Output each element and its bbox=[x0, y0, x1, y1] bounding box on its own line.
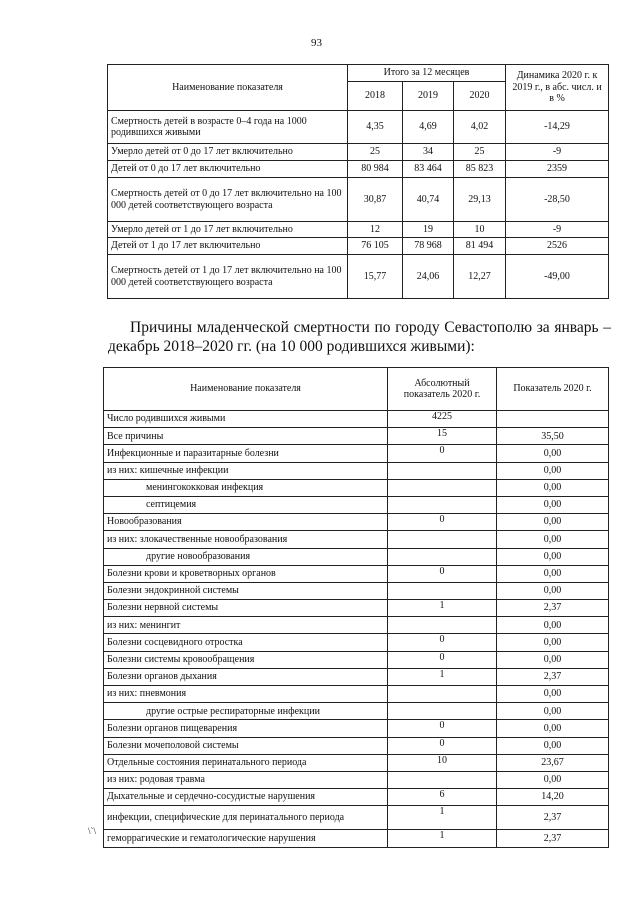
cause-name: Болезни органов пищеварения bbox=[104, 720, 388, 737]
table-row bbox=[104, 737, 609, 754]
value-2018: 76 105 bbox=[348, 238, 403, 255]
table-row bbox=[104, 531, 609, 548]
cause-name: септицемия bbox=[104, 496, 388, 513]
absolute-value: 1 bbox=[388, 806, 497, 830]
column-header-name: Наименование показателя bbox=[104, 368, 388, 411]
cause-name: из них: кишечные инфекции bbox=[104, 462, 388, 479]
absolute-value bbox=[388, 531, 497, 548]
column-header-dynamics: Динамика 2020 г. к 2019 г., в абс. числ. и в % bbox=[506, 65, 609, 111]
table-row bbox=[104, 496, 609, 513]
cause-name: Новообразования bbox=[104, 514, 388, 531]
value-2019: 83 464 bbox=[403, 161, 454, 178]
table-row bbox=[104, 479, 609, 496]
absolute-value bbox=[388, 582, 497, 599]
rate-value: 0,00 bbox=[497, 634, 609, 651]
indicator-name: Смертность детей от 1 до 17 лет включительно на 100 000 детей соответствующего возраста bbox=[108, 255, 348, 299]
cause-name: менингококковая инфекция bbox=[104, 479, 388, 496]
rate-value: 2,37 bbox=[497, 830, 609, 847]
column-header-2018: 2018 bbox=[348, 82, 403, 111]
absolute-value: 4225 bbox=[388, 411, 497, 428]
margin-mark: \`\ bbox=[88, 826, 96, 836]
rate-value: 0,00 bbox=[497, 531, 609, 548]
indicator-name: Детей от 0 до 17 лет включительно bbox=[108, 161, 348, 178]
table-row bbox=[104, 686, 609, 703]
rate-value: 0,00 bbox=[497, 514, 609, 531]
indicator-name: Умерло детей от 0 до 17 лет включительно bbox=[108, 144, 348, 161]
rate-value: 2,37 bbox=[497, 668, 609, 685]
value-2019: 40,74 bbox=[403, 178, 454, 222]
cause-name: Все причины bbox=[104, 428, 388, 445]
cause-name: из них: родовая травма bbox=[104, 771, 388, 788]
value-2020: 12,27 bbox=[454, 255, 506, 299]
value-dynamics: -49,00 bbox=[506, 255, 609, 299]
absolute-value: 6 bbox=[388, 789, 497, 806]
table-row bbox=[104, 445, 609, 462]
value-2018: 25 bbox=[348, 144, 403, 161]
cause-name: геморрагические и гематологические нарушения bbox=[104, 830, 388, 847]
cause-name: Болезни системы кровообращения bbox=[104, 651, 388, 668]
rate-value: 0,00 bbox=[497, 771, 609, 788]
value-2020: 29,13 bbox=[454, 178, 506, 222]
rate-value: 0,00 bbox=[497, 462, 609, 479]
value-2020: 81 494 bbox=[454, 238, 506, 255]
column-header-rate: Показатель 2020 г. bbox=[497, 368, 609, 411]
value-2018: 30,87 bbox=[348, 178, 403, 222]
absolute-value: 0 bbox=[388, 720, 497, 737]
rate-value: 2,37 bbox=[497, 600, 609, 617]
absolute-value bbox=[388, 686, 497, 703]
cause-name: Число родившихся живыми bbox=[104, 411, 388, 428]
table-row bbox=[104, 771, 609, 788]
rate-value: 0,00 bbox=[497, 496, 609, 513]
cause-name: Болезни крови и кроветворных органов bbox=[104, 565, 388, 582]
cause-name: из них: менингит bbox=[104, 617, 388, 634]
table-row bbox=[104, 651, 609, 668]
absolute-value bbox=[388, 703, 497, 720]
cause-name: из них: злокачественные новообразования bbox=[104, 531, 388, 548]
absolute-value bbox=[388, 617, 497, 634]
rate-value: 0,00 bbox=[497, 445, 609, 462]
table-row bbox=[108, 144, 609, 161]
table-row bbox=[108, 178, 609, 222]
rate-value: 14,20 bbox=[497, 789, 609, 806]
rate-value: 0,00 bbox=[497, 703, 609, 720]
absolute-value: 15 bbox=[388, 428, 497, 445]
absolute-value bbox=[388, 479, 497, 496]
table-row bbox=[108, 161, 609, 178]
value-2020: 10 bbox=[454, 222, 506, 238]
table-row bbox=[108, 255, 609, 299]
column-header-2020: 2020 bbox=[454, 82, 506, 111]
table-row bbox=[108, 238, 609, 255]
table-row bbox=[104, 754, 609, 771]
absolute-value: 1 bbox=[388, 668, 497, 685]
cause-name: инфекции, специфические для перинатального периода bbox=[104, 806, 388, 830]
value-dynamics: -9 bbox=[506, 144, 609, 161]
indicator-name: Смертность детей от 0 до 17 лет включительно на 100 000 детей соответствующего возраста bbox=[108, 178, 348, 222]
cause-name: Дыхательные и сердечно-сосудистые нарушения bbox=[104, 789, 388, 806]
value-2018: 12 bbox=[348, 222, 403, 238]
column-header-2019: 2019 bbox=[403, 82, 454, 111]
cause-name: другие новообразования bbox=[104, 548, 388, 565]
value-2019: 19 bbox=[403, 222, 454, 238]
absolute-value: 0 bbox=[388, 565, 497, 582]
table-row bbox=[104, 617, 609, 634]
absolute-value bbox=[388, 462, 497, 479]
value-2018: 80 984 bbox=[348, 161, 403, 178]
absolute-value: 0 bbox=[388, 737, 497, 754]
table-row bbox=[104, 703, 609, 720]
cause-name: из них: пневмония bbox=[104, 686, 388, 703]
table-row bbox=[104, 830, 609, 847]
cause-name: Болезни эндокринной системы bbox=[104, 582, 388, 599]
rate-value: 0,00 bbox=[497, 565, 609, 582]
table-row bbox=[104, 720, 609, 737]
rate-value: 0,00 bbox=[497, 548, 609, 565]
table-row bbox=[104, 548, 609, 565]
value-dynamics: 2526 bbox=[506, 238, 609, 255]
column-header-group: Итого за 12 месяцев bbox=[348, 65, 506, 82]
table-row bbox=[104, 789, 609, 806]
rate-value: 0,00 bbox=[497, 479, 609, 496]
table-row bbox=[104, 462, 609, 479]
column-header-name: Наименование показателя bbox=[108, 65, 348, 111]
absolute-value: 0 bbox=[388, 634, 497, 651]
absolute-value: 1 bbox=[388, 600, 497, 617]
rate-value: 0,00 bbox=[497, 651, 609, 668]
indicator-name: Умерло детей от 1 до 17 лет включительно bbox=[108, 222, 348, 238]
indicator-name: Смертность детей в возрасте 0–4 года на 1000 родившихся живыми bbox=[108, 111, 348, 144]
table-row bbox=[104, 565, 609, 582]
value-2019: 4,69 bbox=[403, 111, 454, 144]
rate-value: 0,00 bbox=[497, 582, 609, 599]
cause-name: Болезни нервной системы bbox=[104, 600, 388, 617]
absolute-value bbox=[388, 496, 497, 513]
value-dynamics: 2359 bbox=[506, 161, 609, 178]
table-row bbox=[104, 514, 609, 531]
value-2018: 4,35 bbox=[348, 111, 403, 144]
table-row bbox=[104, 411, 609, 428]
absolute-value: 0 bbox=[388, 514, 497, 531]
value-2020: 4,02 bbox=[454, 111, 506, 144]
cause-name: Болезни сосцевидного отростка bbox=[104, 634, 388, 651]
cause-name: Болезни мочеполовой системы bbox=[104, 737, 388, 754]
table-row bbox=[104, 582, 609, 599]
absolute-value: 0 bbox=[388, 651, 497, 668]
table-row bbox=[104, 668, 609, 685]
infant-mortality-causes-table bbox=[103, 367, 609, 848]
cause-name: Отдельные состояния перинатального периода bbox=[104, 754, 388, 771]
value-2020: 85 823 bbox=[454, 161, 506, 178]
absolute-value: 0 bbox=[388, 445, 497, 462]
absolute-value bbox=[388, 771, 497, 788]
child-mortality-table bbox=[107, 64, 609, 299]
value-dynamics: -14,29 bbox=[506, 111, 609, 144]
value-2020: 25 bbox=[454, 144, 506, 161]
rate-value: 0,00 bbox=[497, 686, 609, 703]
table-row bbox=[104, 428, 609, 445]
rate-value: 2,37 bbox=[497, 806, 609, 830]
page-number: 93 bbox=[311, 37, 322, 49]
absolute-value bbox=[388, 548, 497, 565]
value-2019: 24,06 bbox=[403, 255, 454, 299]
cause-name: Болезни органов дыхания bbox=[104, 668, 388, 685]
value-2019: 34 bbox=[403, 144, 454, 161]
rate-value: 35,50 bbox=[497, 428, 609, 445]
cause-name: Инфекционные и паразитарные болезни bbox=[104, 445, 388, 462]
indicator-name: Детей от 1 до 17 лет включительно bbox=[108, 238, 348, 255]
value-2019: 78 968 bbox=[403, 238, 454, 255]
absolute-value: 10 bbox=[388, 754, 497, 771]
absolute-value: 1 bbox=[388, 830, 497, 847]
rate-value: 23,67 bbox=[497, 754, 609, 771]
rate-value bbox=[497, 411, 609, 428]
cause-name: другие острые респираторные инфекции bbox=[104, 703, 388, 720]
value-dynamics: -9 bbox=[506, 222, 609, 238]
table-row bbox=[104, 600, 609, 617]
table-row bbox=[108, 222, 609, 238]
table-row bbox=[104, 634, 609, 651]
value-dynamics: -28,50 bbox=[506, 178, 609, 222]
rate-value: 0,00 bbox=[497, 720, 609, 737]
table-row bbox=[108, 111, 609, 144]
value-2018: 15,77 bbox=[348, 255, 403, 299]
table-row bbox=[104, 806, 609, 830]
rate-value: 0,00 bbox=[497, 737, 609, 754]
section-heading: Причины младенческой смертности по городу Севастополю за январь – декабрь 2018–2020 гг. (на 10 000 родившихся живыми): bbox=[108, 319, 611, 355]
rate-value: 0,00 bbox=[497, 617, 609, 634]
column-header-absolute: Абсолютный показатель 2020 г. bbox=[388, 368, 497, 411]
